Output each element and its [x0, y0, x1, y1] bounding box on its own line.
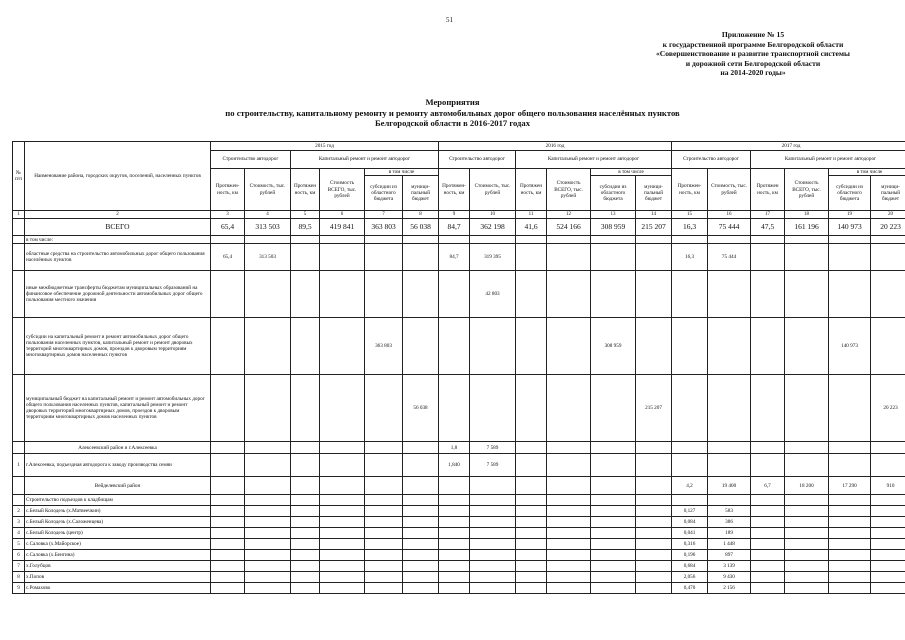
row-label: с.Саловка (х.Майорское): [25, 539, 211, 550]
table-row-municipal: [13, 375, 905, 442]
cell: 9 430: [708, 572, 751, 583]
column-number: 17: [751, 211, 785, 219]
column-number: 13: [591, 211, 636, 219]
appendix-line: на 2014-2020 годы»: [720, 68, 786, 78]
table-row: [13, 572, 905, 583]
appendix-block: [623, 30, 883, 78]
header-subsidy: субсидии из областного бюджета: [365, 176, 403, 211]
row-label: с.Ромахово: [25, 583, 211, 594]
column-number: 5: [291, 211, 320, 219]
cell: 2,056: [672, 572, 708, 583]
row-label: иные межбюджетные трансферты бюджетам муниципальных образований на финансовое обеспечение дорожной деятельности автомобильных дорог общего пользования местного значения: [25, 271, 211, 318]
header-including: в том числе: [591, 169, 672, 176]
cell: 19 400: [708, 477, 751, 495]
cell: 17 290: [829, 477, 871, 495]
cell: 0,196: [672, 550, 708, 561]
header-year-2015: 2015 год: [211, 142, 439, 151]
cell: 0,127: [672, 506, 708, 517]
cell: 161 196: [785, 219, 829, 236]
cell: 308 959: [591, 219, 636, 236]
table-row-transfers: [13, 271, 905, 318]
table-row: [13, 506, 905, 517]
column-number: 19: [829, 211, 871, 219]
row-label: областные средства на строительство автомобильных дорог общего пользования населённых пунктов: [25, 244, 211, 271]
cell: 363 803: [365, 318, 403, 375]
column-number: 16: [708, 211, 751, 219]
table-row: [13, 517, 905, 528]
cell: 910: [871, 477, 905, 495]
row-number: 2: [13, 506, 25, 517]
header-subsidy: субсидии из областного бюджета: [591, 176, 636, 211]
table-row: [13, 550, 905, 561]
header-total: Стоимость ВСЕГО, тыс. рублей: [785, 169, 829, 211]
header-cost: Стоимость, тыс. рублей: [470, 169, 516, 211]
header-construction: Строительство автодорог: [439, 151, 516, 169]
cell: 6,7: [751, 477, 785, 495]
cell: 419 841: [320, 219, 365, 236]
column-number: 2: [25, 211, 211, 219]
header-total: Стоимость ВСЕГО, тыс. рублей: [547, 169, 591, 211]
table-row-including: [13, 236, 905, 244]
appendix-line: «Совершенствование и развитие транспортной системы: [656, 49, 850, 59]
cell: 1 448: [708, 539, 751, 550]
row-number: 4: [13, 528, 25, 539]
header-including: в том числе: [829, 169, 905, 176]
header-capital: Капитальный ремонт и ремонт автодорог: [751, 151, 905, 169]
row-number: 6: [13, 550, 25, 561]
row-label: с.Саловка (х.Бенгина): [25, 550, 211, 561]
column-number: 7: [365, 211, 403, 219]
header-length: Протяжен- ность, км: [211, 169, 245, 211]
cell: 20 223: [871, 375, 905, 442]
cell: 75 444: [708, 219, 751, 236]
appendix-line: Приложение № 15: [721, 30, 785, 39]
title-line: Белгородской области в 2016-2017 годах: [374, 118, 530, 128]
cell: 1,8: [439, 442, 470, 454]
cell: 313 503: [245, 244, 291, 271]
title-line: по строительству, капитальному ремонту и ремонту автомобильных дорог общего пользования населённых пунктов: [225, 107, 680, 118]
row-label: Алексеевский район и г.Алексеевка: [25, 442, 211, 454]
row-number: 9: [13, 583, 25, 594]
cell: 89,5: [291, 219, 320, 236]
cell: 42 803: [470, 271, 516, 318]
table-row-section: [13, 495, 905, 506]
cell: 7 589: [470, 454, 516, 477]
cell: 84,7: [439, 244, 470, 271]
header-length: Протяжен ность, км: [516, 169, 547, 211]
column-number: 3: [211, 211, 245, 219]
row-label: Вейделевский район: [25, 477, 211, 495]
table-row-district: [13, 477, 905, 495]
column-number: 18: [785, 211, 829, 219]
cell: 386: [708, 517, 751, 528]
row-label: г.Алексеевка, подъездная автодорога к заводу производства семян: [25, 454, 211, 477]
cell: 524 166: [547, 219, 591, 236]
cell: 140 973: [829, 318, 871, 375]
row-label: с.Белый Колодезь (х.Матвеечкин): [25, 506, 211, 517]
cell: 0,084: [672, 517, 708, 528]
header-municipal: муници- пальный бюджет: [403, 176, 439, 211]
cell: 75 444: [708, 244, 751, 271]
cell: 2 156: [708, 583, 751, 594]
cell: 215 207: [636, 219, 672, 236]
row-label: субсидии на капитальный ремонт и ремонт автомобильных дорог общего пользования населенных пунктов, капитальный ремонт и ремонт дворовых территорий многоквартирных домов, проездов к дворовым территориям многоквартирных домов населенных пунктов: [25, 318, 211, 375]
cell: 4,2: [672, 477, 708, 495]
title-line: Мероприятия: [425, 97, 480, 107]
table-row-regional: [13, 244, 905, 271]
cell: 140 973: [829, 219, 871, 236]
row-number: 1: [13, 454, 25, 477]
row-label: Строительство подъездов к кладбищам: [25, 495, 211, 506]
cell: 56 038: [403, 375, 439, 442]
row-number: 8: [13, 572, 25, 583]
header-cost: Стоимость, тыс. рублей: [245, 169, 291, 211]
table-row: [13, 583, 905, 594]
row-label: с.Белый Колодезь (х.Саложенцева): [25, 517, 211, 528]
column-number: 4: [245, 211, 291, 219]
header-total: Стоимость ВСЕГО, тыс. рублей: [320, 169, 365, 211]
document-title: [0, 97, 905, 129]
cell: 308 959: [591, 318, 636, 375]
cell: 0,684: [672, 561, 708, 572]
column-number: 10: [470, 211, 516, 219]
cell: 65,4: [211, 244, 245, 271]
header-num: № п/п: [13, 142, 25, 211]
header-municipal: муници- пальный бюджет: [871, 176, 905, 211]
cell: 56 038: [403, 219, 439, 236]
cell: 3 139: [708, 561, 751, 572]
column-number: 1: [13, 211, 25, 219]
header-subsidy: субсидии из областного бюджета: [829, 176, 871, 211]
row-label: ВСЕГО: [25, 219, 211, 236]
column-number-row: [13, 211, 905, 219]
measures-table: [12, 141, 905, 594]
header-length: Протяжен ность, км: [751, 169, 785, 211]
table-row-subsidies: [13, 318, 905, 375]
cell: 0,316: [672, 539, 708, 550]
cell: 363 803: [365, 219, 403, 236]
table-row-total: [13, 219, 905, 236]
header-construction: Строительство автодорог: [211, 151, 291, 169]
table-row: [13, 539, 905, 550]
cell: 897: [708, 550, 751, 561]
column-number: 8: [403, 211, 439, 219]
appendix-line: и дорожной сети Белгородской области: [685, 58, 821, 68]
cell: 7 589: [470, 442, 516, 454]
column-number: 9: [439, 211, 470, 219]
row-number: 7: [13, 561, 25, 572]
cell: 0,470: [672, 583, 708, 594]
cell: 215 207: [636, 375, 672, 442]
row-label: в том числе:: [25, 236, 211, 244]
column-number: 11: [516, 211, 547, 219]
row-label: с.Белый Колодезь (центр): [25, 528, 211, 539]
cell: 65,4: [211, 219, 245, 236]
cell: 18 200: [785, 477, 829, 495]
header-length: Протяжен- ность, км: [672, 169, 708, 211]
cell: 583: [708, 506, 751, 517]
cell: 16,3: [672, 244, 708, 271]
cell: 362 198: [470, 219, 516, 236]
row-number: 5: [13, 539, 25, 550]
cell: 0,041: [672, 528, 708, 539]
table-row: [13, 561, 905, 572]
cell: 313 503: [245, 219, 291, 236]
header-capital: Капитальный ремонт и ремонт автодорог: [291, 151, 439, 169]
row-label: муниципальный бюджет на капитальный ремонт и ремонт автомобильных дорог общего пользования населенных пунктов, капитальный ремонт и ремонт дворовых территорий многоквартирных домов, проездов к дворовым территориям многоквартирных домов населенных пунктов: [25, 375, 211, 442]
header-construction: Строительство автодорог: [672, 151, 751, 169]
cell: 16,3: [672, 219, 708, 236]
header-including: в том числе: [365, 169, 439, 176]
cell: 1,840: [439, 454, 470, 477]
table-row: [13, 454, 905, 477]
page-number: 51: [446, 16, 453, 24]
cell: 41,6: [516, 219, 547, 236]
row-label: х.Голубцов: [25, 561, 211, 572]
header-year-2017: 2017 год: [672, 142, 905, 151]
header-municipal: муници- пальный бюджет: [636, 176, 672, 211]
header-length: Протяжен- ность, км: [439, 169, 470, 211]
column-number: 15: [672, 211, 708, 219]
cell: 319 395: [470, 244, 516, 271]
cell: 189: [708, 528, 751, 539]
header-capital: Капитальный ремонт и ремонт автодорог: [516, 151, 672, 169]
column-number: 6: [320, 211, 365, 219]
row-number: 3: [13, 517, 25, 528]
cell: 47,5: [751, 219, 785, 236]
appendix-line: к государственной программе Белгородской области: [662, 39, 844, 49]
cell: 84,7: [439, 219, 470, 236]
header-year-2016: 2016 год: [439, 142, 672, 151]
header-name: Наименование района, городских округов, поселений, населенных пунктов: [25, 142, 211, 211]
column-number: 12: [547, 211, 591, 219]
column-number: 14: [636, 211, 672, 219]
column-number: 20: [871, 211, 905, 219]
header-cost: Стоимость, тыс. рублей: [708, 169, 751, 211]
row-label: х.Попов: [25, 572, 211, 583]
table-row: [13, 528, 905, 539]
cell: 20 223: [871, 219, 905, 236]
table-row-district: [13, 442, 905, 454]
header-length: Протяжен ность, км: [291, 169, 320, 211]
